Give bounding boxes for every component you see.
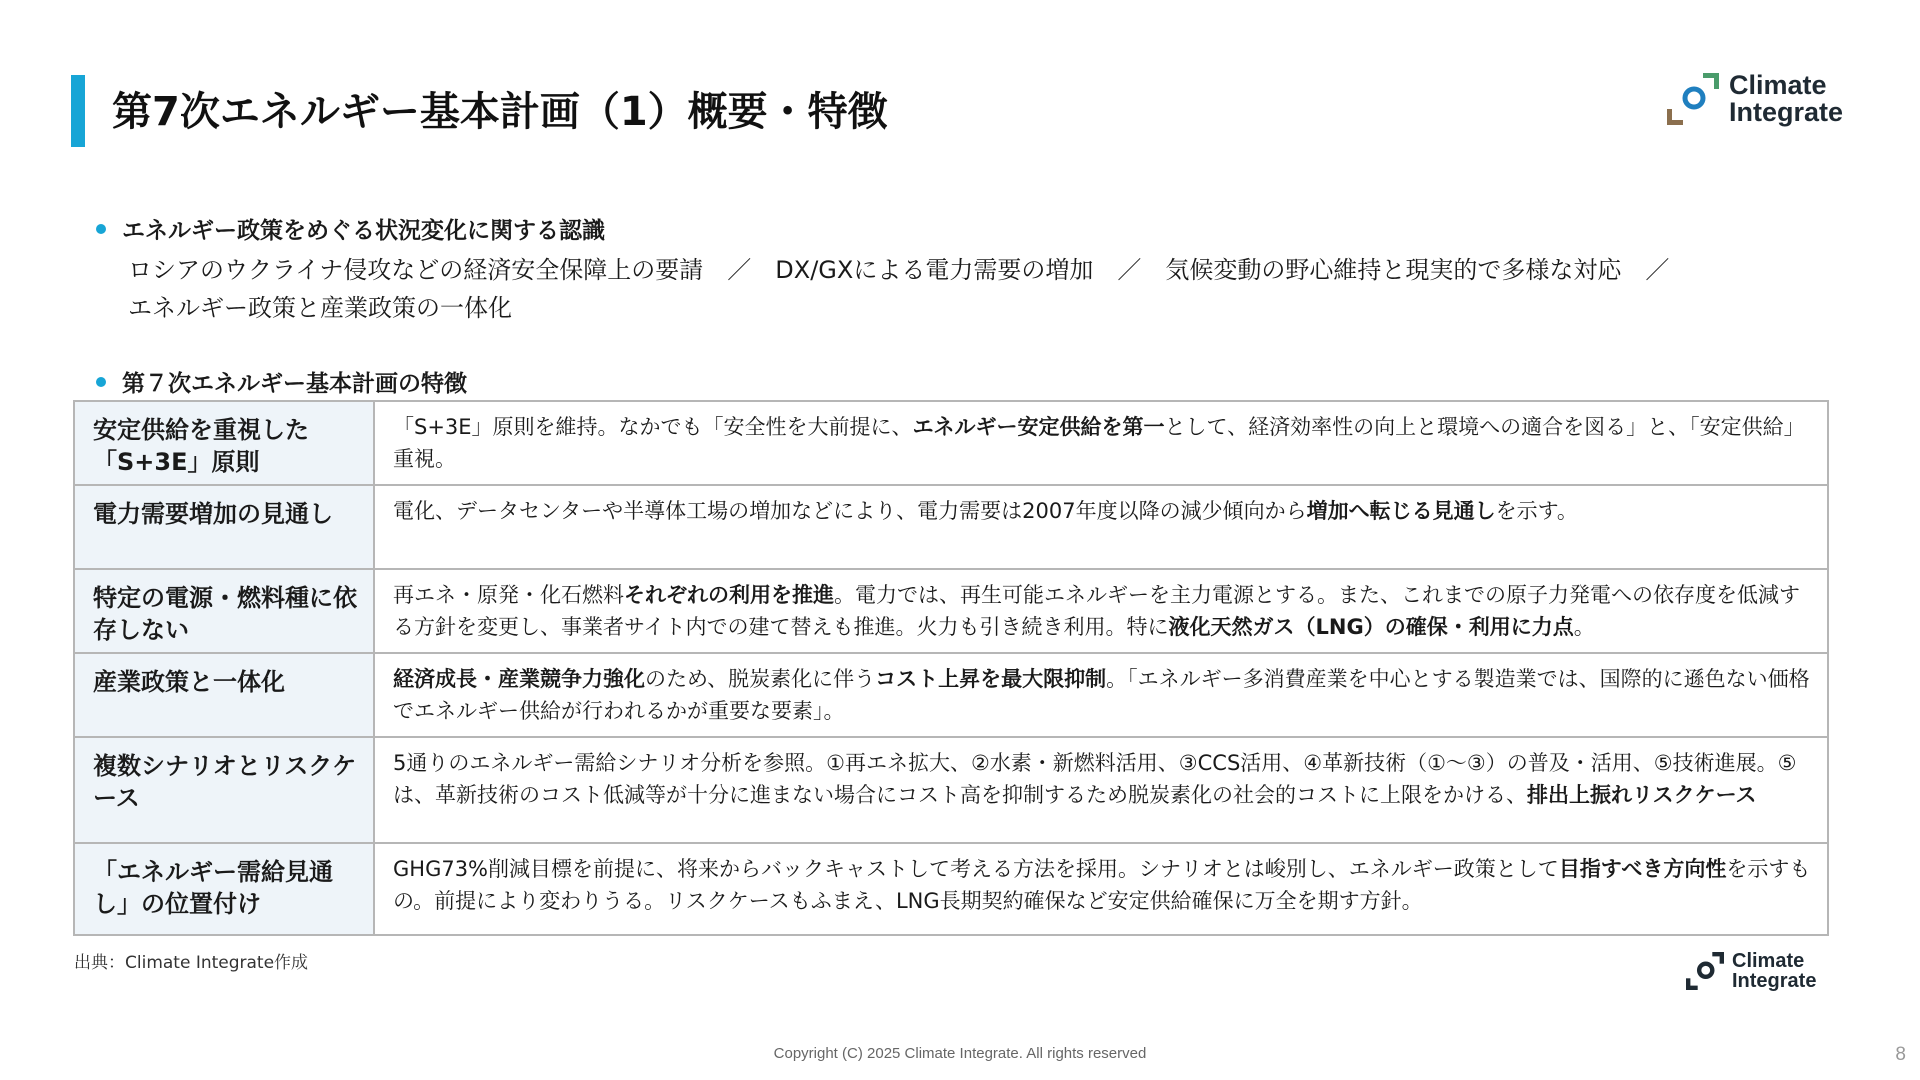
- page-title: 第7次エネルギー基本計画（1）概要・特徴: [112, 89, 888, 135]
- bullet-icon: [96, 377, 106, 387]
- row-text: 再エネ・原発・化石燃料: [393, 583, 624, 607]
- row-text: 5通りのエネルギー需給シナリオ分析を参照。①再エネ拡大、②水素・新燃料活用、③CCS活用、④革新技術（①～③）の普及・活用、⑤技術進展。⑤は、革新技術のコスト低減等が十分に進まない場合にコスト高を抑制するため脱炭素化の社会的コストに上限をかける、: [393, 751, 1797, 807]
- row-header: 電力需要増加の見通し: [74, 485, 374, 569]
- row-emphasis: 排出上振れリスクケース: [1527, 783, 1757, 807]
- section-heading-features: [96, 365, 467, 398]
- table-row: [74, 843, 1828, 935]
- context-line-1: ロシアのウクライナ侵攻などの経済安全保障上の要請 ／ DX/GXによる電力需要の増加 ／ 気候変動の野心維持と現実的で多様な対応 ／: [128, 256, 1670, 284]
- row-text: GHG73%削減目標を前提に、将来からバックキャストして考える方法を採用。シナリオとは峻別し、エネルギー政策として: [393, 857, 1559, 881]
- row-content: [374, 401, 1828, 485]
- row-header: 特定の電源・燃料種に依存しない: [74, 569, 374, 653]
- table-row: [74, 569, 1828, 653]
- row-text: 電化、データセンターや半導体工場の増加などにより、電力需要は2007年度以降の減少傾向から: [393, 499, 1307, 523]
- row-emphasis: 液化天然ガス（LNG）の確保・利用に力点: [1168, 615, 1574, 639]
- row-content: [374, 569, 1828, 653]
- row-content: [374, 843, 1828, 935]
- features-table: [73, 400, 1829, 936]
- row-text: 「S+3E」原則を維持。なかでも「安全性を大前提に、: [393, 415, 913, 439]
- section-heading-text: 第７次エネルギー基本計画の特徴: [122, 371, 467, 397]
- logo-wordmark: [1729, 72, 1843, 126]
- row-emphasis: コスト上昇を最大限抑制: [875, 667, 1107, 691]
- copyright-footer: Copyright (C) 2025 Climate Integrate. All rights reserved: [773, 1045, 1147, 1062]
- section-heading-text: エネルギー政策をめぐる状況変化に関する認識: [122, 218, 605, 244]
- row-text: 。「エネルギー多消費産業を中心とする製造業では、国際的に遜色ない価格でエネルギー供給が行われるかが重要な要素」。: [393, 667, 1810, 723]
- table-row: [74, 653, 1828, 737]
- table-row: [74, 737, 1828, 843]
- company-logo: [1667, 72, 1843, 126]
- row-emphasis: 経済成長・産業競争力強化: [393, 667, 645, 691]
- row-content: [374, 485, 1828, 569]
- bullet-icon: [96, 224, 106, 234]
- title-accent-bar: [71, 75, 85, 147]
- page-number: 8: [1895, 1044, 1906, 1065]
- section-heading-context: [96, 212, 605, 245]
- row-text: のため、脱炭素化に伴う: [645, 667, 876, 691]
- logo-mark-icon: [1667, 73, 1719, 125]
- row-header: 複数シナリオとリスクケース: [74, 737, 374, 843]
- row-text: 。電力では、再生可能エネルギーを主力電源とする。また、これまでの原子力発電への依存度を低減する方針を変更し、事業者サイト内での建て替えも推進。火力も引き続き利用。特に: [393, 583, 1800, 639]
- source-note: 出典：Climate Integrate作成: [74, 953, 309, 973]
- row-emphasis: 増加へ転じる見通し: [1306, 499, 1496, 523]
- row-header: 産業政策と一体化: [74, 653, 374, 737]
- logo-line2: Integrate: [1729, 97, 1844, 127]
- row-text: を示すもの。前提により変わりうる。リスクケースもふまえ、LNG長期契約確保など安定供給確保に万全を期す方針。: [393, 857, 1811, 913]
- row-text: 。: [1573, 615, 1595, 639]
- table-row: [74, 401, 1828, 485]
- table-row: [74, 485, 1828, 569]
- row-content: [374, 653, 1828, 737]
- logo-line1: Climate: [1732, 950, 1805, 972]
- row-text: として、経済効率性の向上と環境への適合を図る」と、「安定供給」重視。: [393, 415, 1805, 471]
- company-logo-small: [1686, 951, 1816, 991]
- row-header: 「エネルギー需給見通し」の位置付け: [74, 843, 374, 935]
- row-emphasis: それぞれの利用を推進: [624, 583, 834, 607]
- row-text: を示す。: [1495, 499, 1578, 523]
- logo-mark-icon: [1686, 952, 1724, 990]
- logo-wordmark: [1732, 951, 1816, 991]
- row-emphasis: エネルギー安定供給を第一: [912, 415, 1165, 439]
- row-content: [374, 737, 1828, 843]
- context-line-2: エネルギー政策と産業政策の一体化: [128, 294, 512, 322]
- logo-line1: Climate: [1729, 70, 1827, 100]
- row-header: 安定供給を重視した「S+3E」原則: [74, 401, 374, 485]
- row-emphasis: 目指すべき方向性: [1558, 857, 1727, 881]
- logo-line2: Integrate: [1732, 970, 1817, 992]
